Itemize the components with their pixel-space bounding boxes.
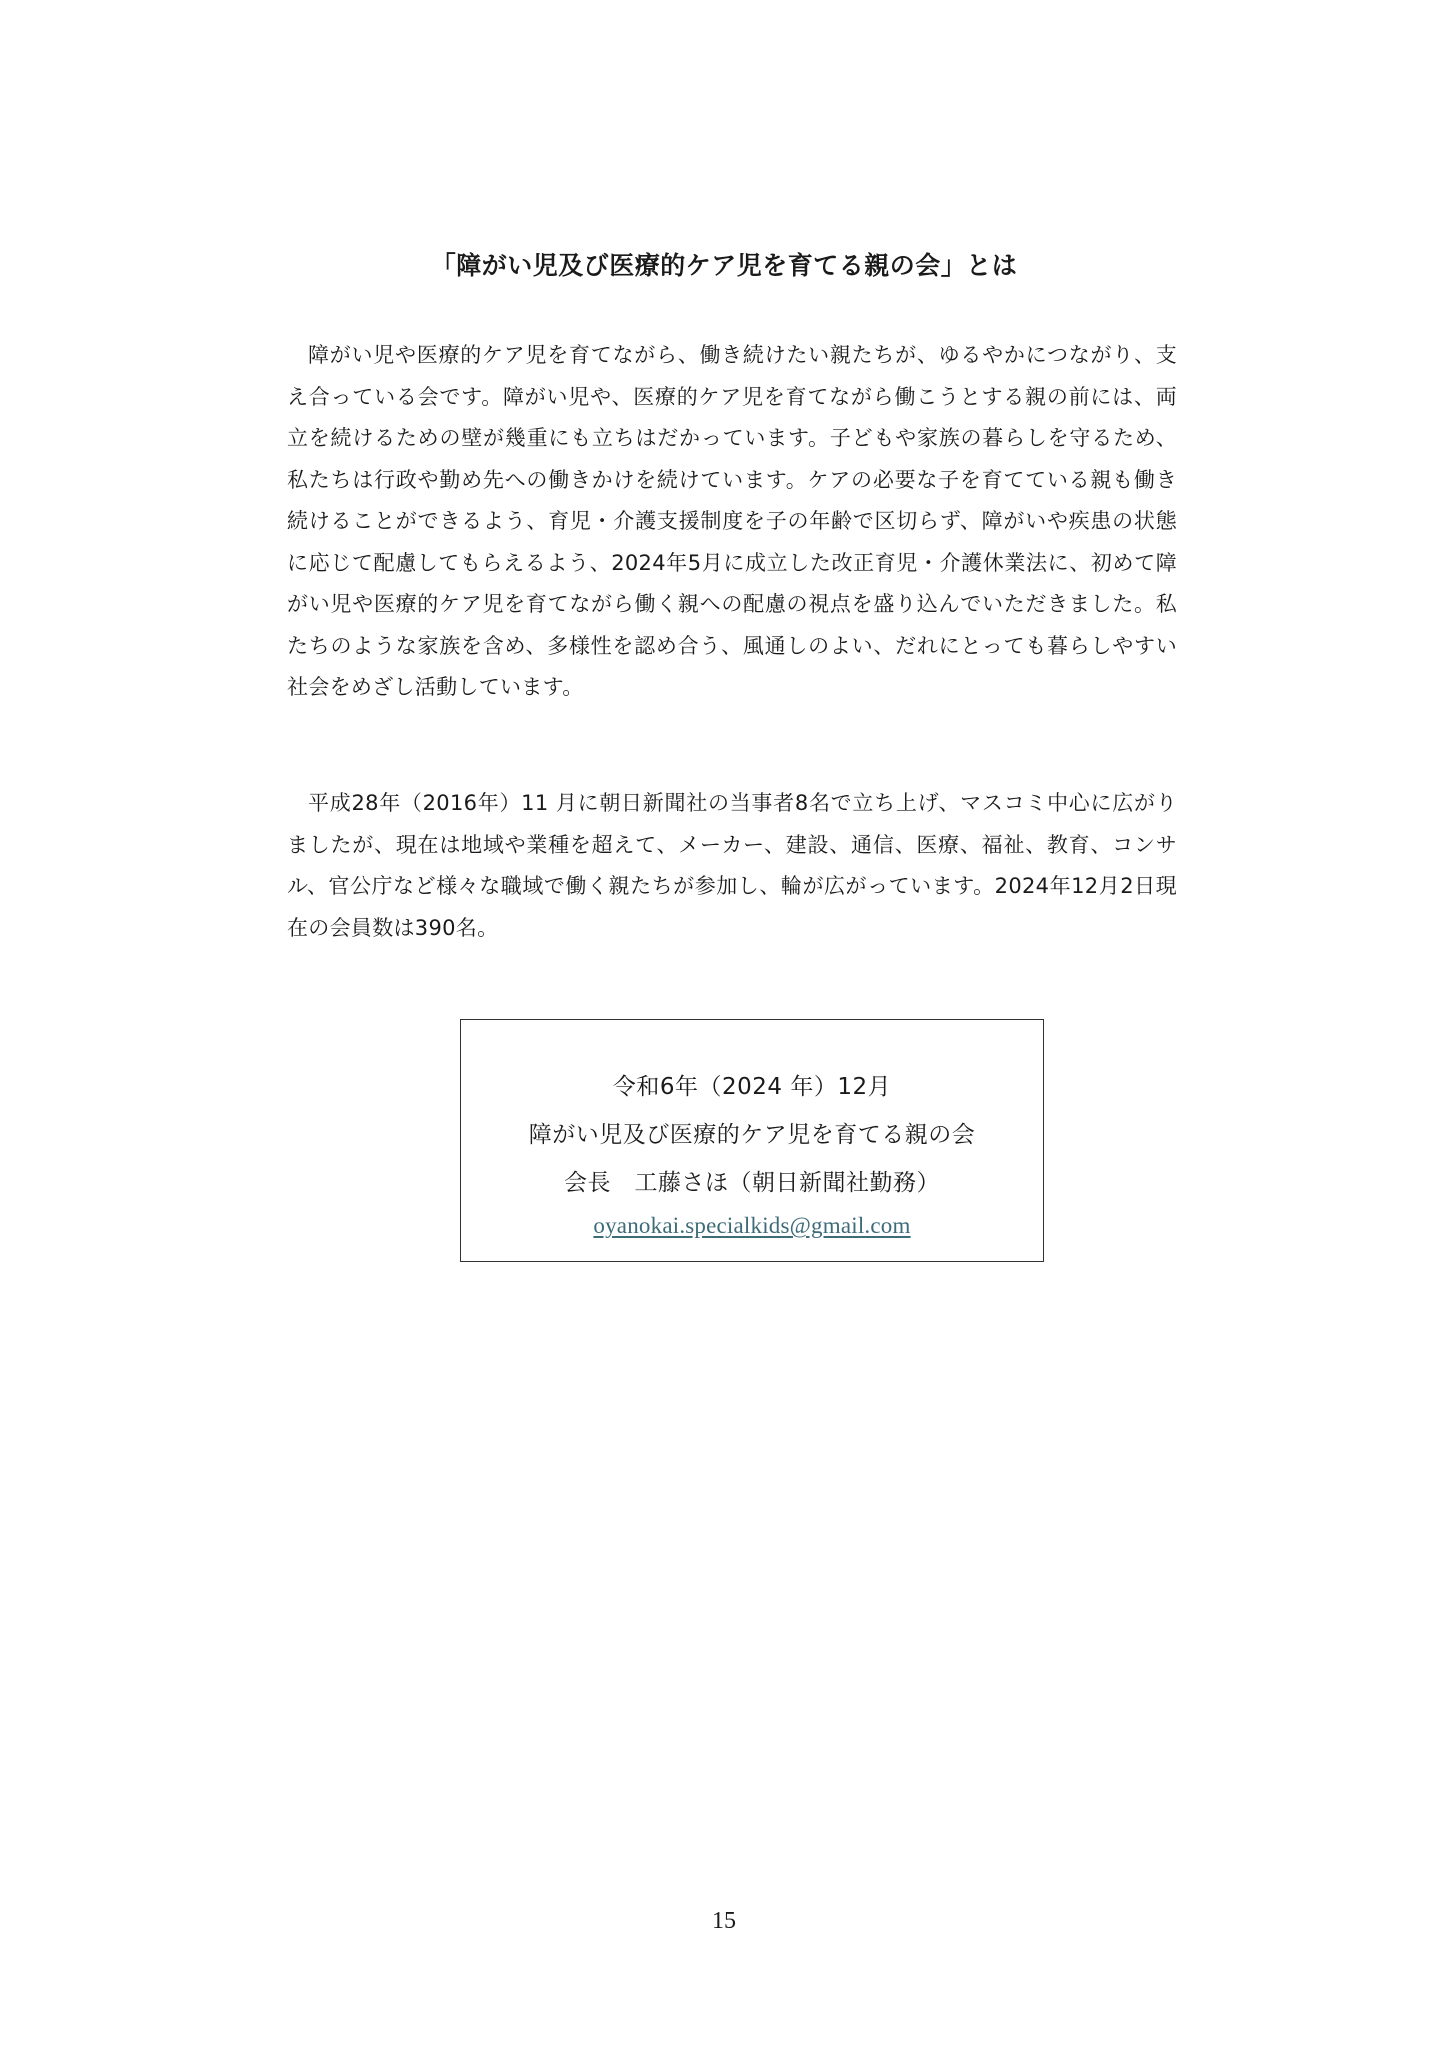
page-title: 「障がい児及び医療的ケア児を育てる親の会」とは (430, 251, 1018, 280)
signature-organization: 障がい児及び医療的ケア児を育てる親の会 (528, 1122, 976, 1148)
signature-date: 令和6年（2024 年）12月 (612, 1074, 892, 1100)
intro-paragraph: 障がい児や医療的ケア児を育てながら、働き続けたい親たちが、ゆるやかにつながり、支え合っている会です。障がい児や、医療的ケア児を育てながら働こうとする親の前には、両立を続けるための壁が幾重にも立ちはだかっています。子どもや家族の暮らしを守るため、私たちは行政や勤め先への働きかけを続けています。ケアの必要な子を育てている親も働き続けることができるよう、育児・介護支援制度を子の年齢で区切らず、障がいや疾患の状態に応じて配慮してもらえるよう、2024年5月に成立した改正育児・介護休業法に、初めて障がい児や医療的ケア児を育てながら働く親への配慮の視点を盛り込んでいただきました。私たちのような家族を含め、多様性を認め合う、風通しのよい、だれにとっても暮らしやすい社会をめざし活動しています。 (287, 343, 1177, 699)
page-number: 15 (712, 1908, 736, 1934)
signature-box (460, 1019, 1044, 1262)
contact-email-link[interactable]: oyanokai.specialkids@gmail.com (593, 1213, 911, 1238)
history-paragraph: 平成28年（2016年）11 月に朝日新聞社の当事者8名で立ち上げ、マスコミ中心に広がりましたが、現在は地域や業種を超えて、メーカー、建設、通信、医療、福祉、教育、コンサル、官公庁など様々な職域で働く親たちが参加し、輪が広がっています。2024年12月2日現在の会員数は390名。 (287, 791, 1177, 940)
signature-chair: 会長 工藤さほ（朝日新聞社勤務） (564, 1170, 940, 1196)
